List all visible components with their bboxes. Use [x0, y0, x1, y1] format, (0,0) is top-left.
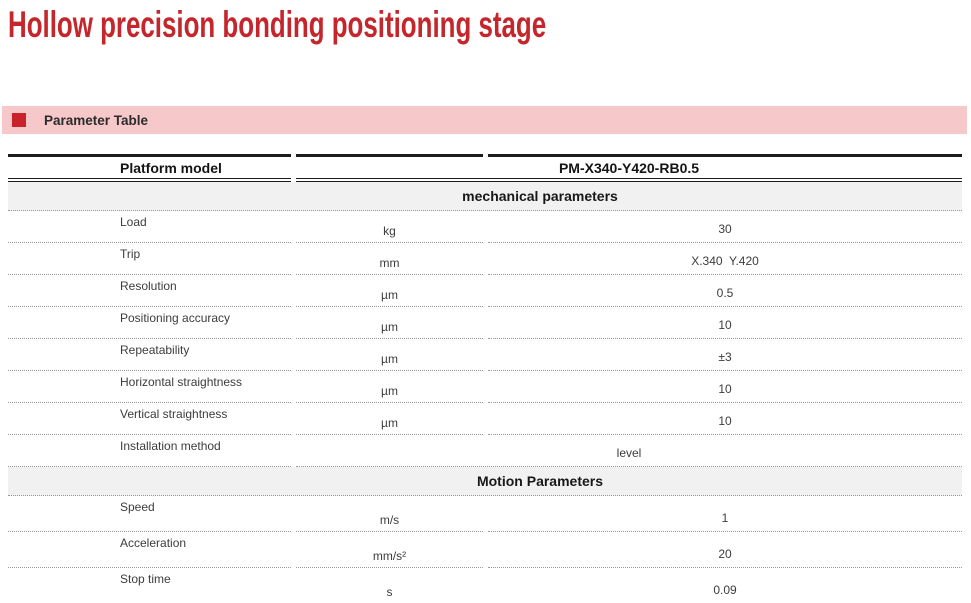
param-label: Resolution — [8, 275, 291, 307]
param-value: 0.5 — [488, 275, 962, 307]
table-row — [8, 211, 962, 243]
param-value: ±3 — [488, 339, 962, 371]
param-unit: mm/s² — [296, 532, 483, 568]
table-row — [8, 307, 962, 339]
param-label: Vertical straightness — [8, 403, 291, 435]
param-value: 10 — [488, 403, 962, 435]
red-square-bullet-icon — [12, 113, 26, 127]
section-header: Motion Parameters — [8, 467, 962, 496]
param-value: X.340 Y.420 — [488, 243, 962, 275]
param-value: 30 — [488, 211, 962, 243]
param-label: Load — [8, 211, 291, 243]
param-value: 1 — [488, 496, 962, 532]
platform-model-header: Platform model — [8, 157, 291, 182]
param-value: 0.09 — [713, 583, 737, 597]
parameter-table-banner — [2, 106, 967, 134]
param-label: Speed — [8, 496, 291, 532]
section-header: mechanical parameters — [8, 182, 962, 211]
param-unit: µm — [296, 307, 483, 339]
section-header-row — [8, 182, 962, 211]
param-unit: m/s — [296, 496, 483, 532]
param-label: Trip — [8, 243, 291, 275]
page-title: Hollow precision bonding positioning stage — [8, 4, 547, 45]
param-unit: s — [386, 585, 393, 599]
param-label: Installation method — [8, 435, 291, 467]
param-unit: kg — [296, 211, 483, 243]
param-label: Horizontal straightness — [8, 371, 291, 403]
param-unit: µm — [296, 339, 483, 371]
table-row — [8, 339, 962, 371]
parameter-table — [3, 154, 967, 603]
table-row — [8, 243, 962, 275]
param-value: 10 — [488, 307, 962, 339]
param-value: 20 — [488, 532, 962, 568]
table-row — [8, 532, 962, 568]
param-unit: µm — [296, 275, 483, 307]
table-row — [8, 435, 962, 467]
section-header-row — [8, 467, 962, 496]
param-label: Stop time — [120, 572, 171, 586]
table-header-row — [8, 157, 962, 182]
table-row — [8, 403, 962, 435]
param-label: Acceleration — [8, 532, 291, 568]
table-row — [8, 371, 962, 403]
param-value: level — [296, 435, 962, 467]
banner-label: Parameter Table — [44, 112, 149, 128]
param-unit: µm — [296, 371, 483, 403]
param-label: Repeatability — [8, 339, 291, 371]
platform-model-value: PM-X340-Y420-RB0.5 — [296, 157, 962, 182]
table-row — [8, 568, 962, 603]
param-unit: mm — [296, 243, 483, 275]
param-value: 10 — [488, 371, 962, 403]
param-unit: µm — [296, 403, 483, 435]
param-label: Positioning accuracy — [8, 307, 291, 339]
table-row — [8, 496, 962, 532]
table-row — [8, 275, 962, 307]
